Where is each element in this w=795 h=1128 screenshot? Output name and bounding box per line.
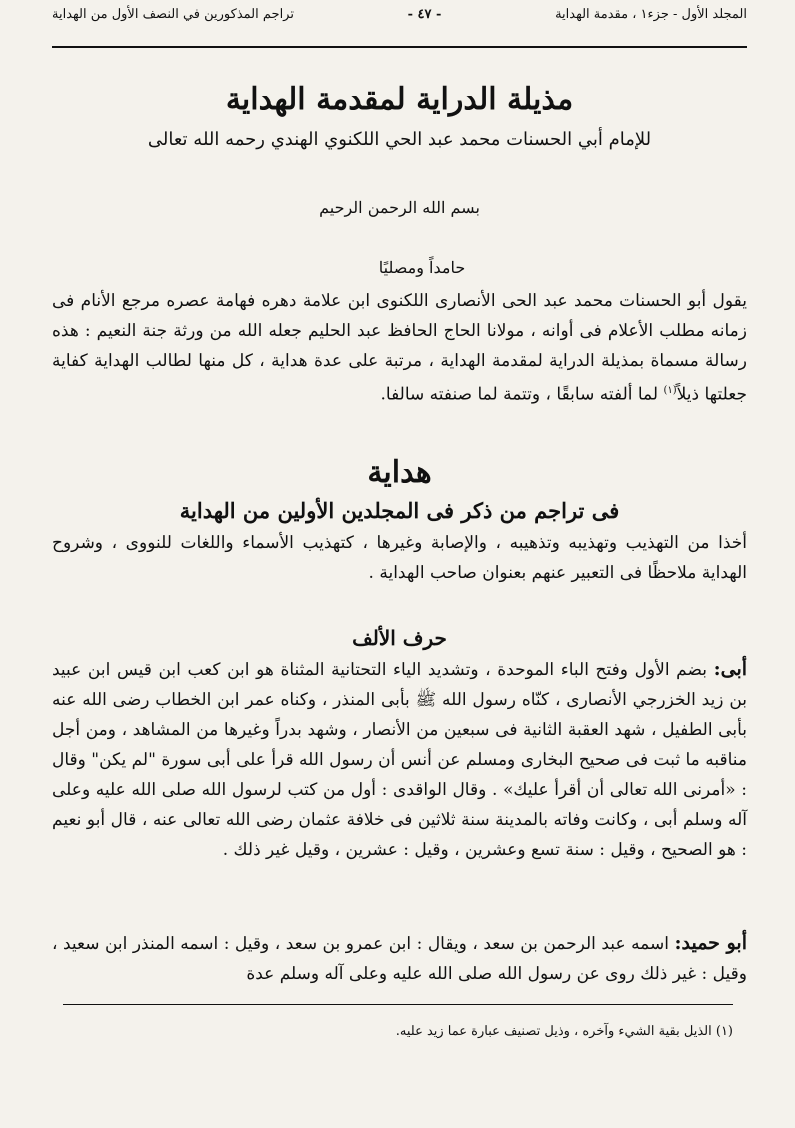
intro-text: يقول أبو الحسنات محمد عبد الحى الأنصارى اللكنوى ابن علامة دهره فهامة عصره مرجع الأنام فى زمانه مطلب الأعلام فى أوانه ، مولانا الحاج الحافظ عبد الحليم جعله الله من ورثة جنة النعيم : هذه رسالة مسماة بمذيلة الدراية لمقدمة الهداية ، مرتبة على عدة هداية ، كل منها لطالب الهداية كفاية جعلتها ذيلاً [52, 291, 747, 405]
section-title [52, 452, 747, 528]
section-heading: هداية [367, 455, 432, 490]
footnote-marker[interactable]: (١) [663, 385, 677, 396]
footnote: (١) الذيل بقية الشيء وآخره ، وذيل تصنيف عبارة عما زيد عليه. [395, 1024, 733, 1039]
entry-name: أبى: [713, 658, 748, 680]
section-subheading: فى تراجم من ذكر فى المجلدين الأولين من الهداية [179, 498, 620, 523]
header-part-title: تراجم المذكورين في النصف الأول من الهداية [52, 7, 294, 22]
salutation: حامداً ومصليًا [378, 258, 466, 277]
entry [52, 928, 747, 989]
running-header [52, 6, 747, 48]
entry-name: أبو حميد: [674, 932, 747, 954]
footnote-divider [63, 1004, 733, 1005]
document-title: مذيلة الدراية لمقدمة الهداية [225, 82, 574, 117]
entry-text: اسمه عبد الرحمن بن سعد ، ويقال : ابن عمرو بن سعد ، وقيل : اسمه المنذر ابن سعيد ، وقيل : غير ذلك روى عن رسول الله صلى الله عليه وعلى آله وسلم عدة [52, 934, 747, 984]
section-text: أخذا من التهذيب وتهذيبه وتذهيبه ، والإصابة وغيرها ، كتهذيب الأسماء واللغات للنووى ، وشروح الهداية ملاحظًا فى التعبير عنهم بعنوان صاحب الهداية . [52, 533, 747, 583]
author-line: للإمام أبي الحسنات محمد عبد الحي اللكنوي الهندي رحمه الله تعالى [147, 129, 652, 150]
page-number: - ٤٧ - [407, 7, 442, 22]
intro-paragraph [52, 286, 747, 410]
entry [52, 654, 747, 865]
entry-text: بضم الأول وفتح الباء الموحدة ، وتشديد الياء التحتانية المثناة هو ابن كعب ابن قيس ابن عبيد بن زيد الخزرجي الأنصارى ، كنّاه رسول الله ﷺ بأبى المنذر ، وكناه عمر ابن الخطاب رضى الله عنه بأبى الطفيل ، شهد العقبة الثانية فى سبعين من الأنصار ، وشهد بدراً وغيرها من المشاهد ، ومن أجل مناقبه ما ثبت فى صحيح البخارى ومسلم عن أنس أن رسول الله قرأ على أبى سورة "لم يكن" وقال : «أمرنى الله تعالى أن أقرأ عليك» . وقال الواقدى : أول من كتب لرسول الله صلى الله عليه وعلى آله وسلم أبى ، وكانت وفاته بالمدينة سنة ثلاثين فى خلافة عثمان رضى الله تعالى عنه ، قال أبو نعيم : هو الصحيح ، وقيل : سنة تسع وعشرين ، وقيل : عشرين ، وقيل غير ذلك . [52, 660, 747, 860]
header-volume-info: المجلد الأول - جزء١ ، مقدمة الهداية [555, 7, 747, 22]
intro-text-end: لما ألفته سابقًا ، وتتمة لما صنفته سالفا. [380, 384, 664, 405]
title-block [52, 78, 747, 154]
basmala: بسم الله الرحمن الرحيم [319, 198, 480, 217]
letter-heading: حرف الألف [352, 626, 447, 650]
section-paragraph [52, 528, 747, 588]
